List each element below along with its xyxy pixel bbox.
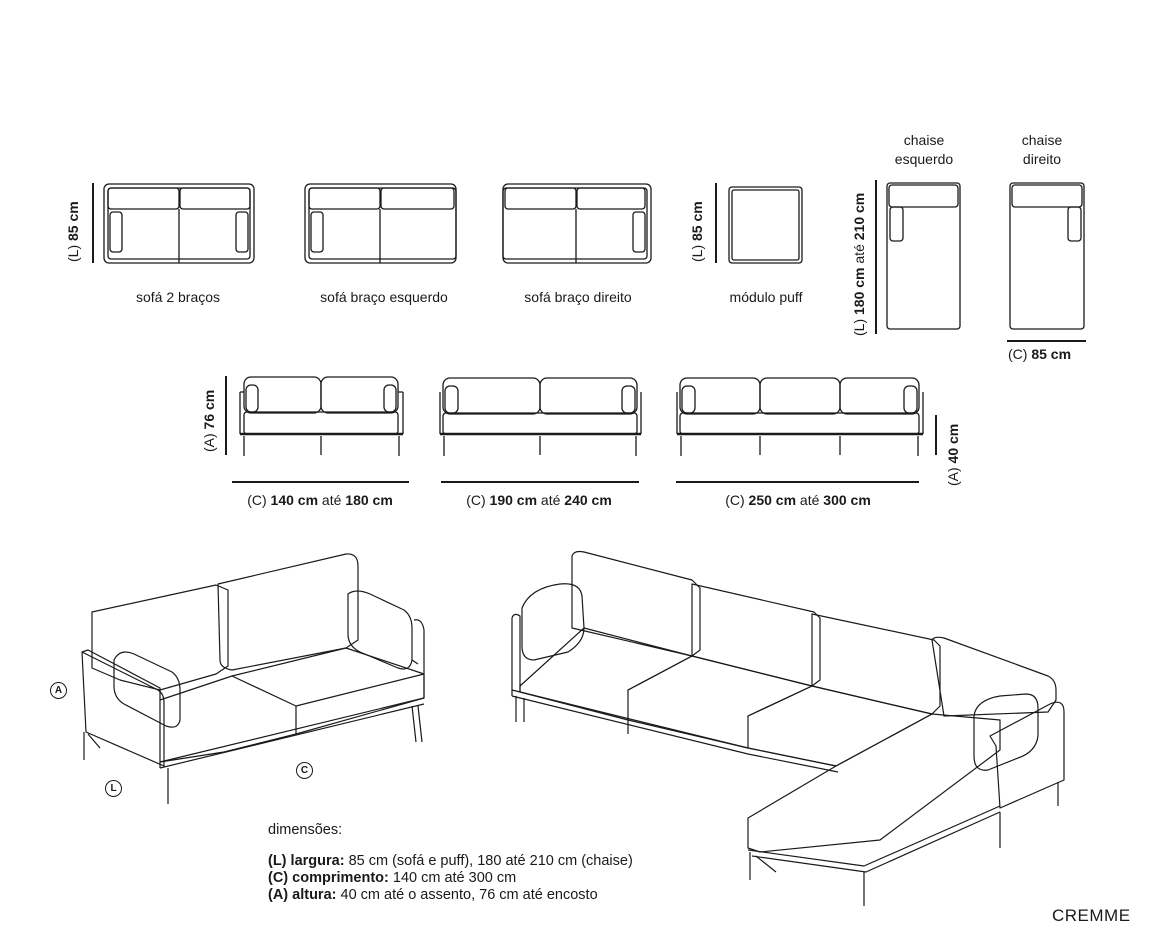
legend-title: dimensões: — [268, 822, 343, 838]
marker-c: C — [296, 762, 313, 779]
plan-sofa-two-arms — [104, 184, 254, 263]
plan-sofa-left-arm — [305, 184, 456, 263]
length-label-large: (C) 250 cm até 300 cm — [725, 492, 871, 508]
plan-chaise-right — [1010, 183, 1084, 329]
dim-label-85-puff: (L) 85 cm — [689, 201, 705, 262]
elevation-sofa-medium — [440, 378, 641, 456]
plan-chaise-left — [887, 183, 960, 329]
label-sofa-right-arm: sofá braço direito — [524, 289, 632, 305]
label-sofa-left-arm: sofá braço esquerdo — [320, 289, 448, 305]
label-sofa-two-arms: sofá 2 braços — [135, 289, 221, 305]
perspective-sofa — [82, 554, 424, 804]
legend-line-height: (A) altura: 40 cm até o assento, 76 cm até encosto — [268, 887, 598, 903]
dim-label-76: (A) 76 cm — [201, 389, 217, 452]
marker-a: A — [50, 682, 67, 699]
chaise-left-title: chaise esquerdo — [894, 132, 954, 167]
dimensions-legend — [268, 822, 633, 904]
elevation-sofa-large — [677, 378, 923, 456]
length-label-small: (C) 140 cm até 180 cm — [247, 492, 393, 508]
dim-label-40: (A) 40 cm — [945, 423, 961, 486]
plan-sofa-right-arm — [503, 184, 651, 263]
label-puff: módulo puff — [729, 289, 803, 305]
length-label-medium: (C) 190 cm até 240 cm — [466, 492, 612, 508]
dim-label-chaise-length: (L) 180 cm até 210 cm — [851, 192, 867, 336]
legend-line-width: (L) largura: 85 cm (sofá e puff), 180 até 210 cm (chaise) — [268, 853, 633, 869]
brand-logo: CREMME — [1052, 906, 1131, 925]
chaise-right-title: chaise direito — [1021, 132, 1063, 167]
dim-label-85-sofa: (L) 85 cm — [65, 201, 81, 262]
elevation-sofa-small — [240, 377, 403, 456]
marker-l: L — [105, 780, 122, 797]
legend-line-length: (C) comprimento: 140 cm até 300 cm — [268, 870, 517, 886]
dim-label-chaise-width: (C) 85 cm — [1008, 346, 1072, 362]
plan-puff — [729, 187, 802, 263]
